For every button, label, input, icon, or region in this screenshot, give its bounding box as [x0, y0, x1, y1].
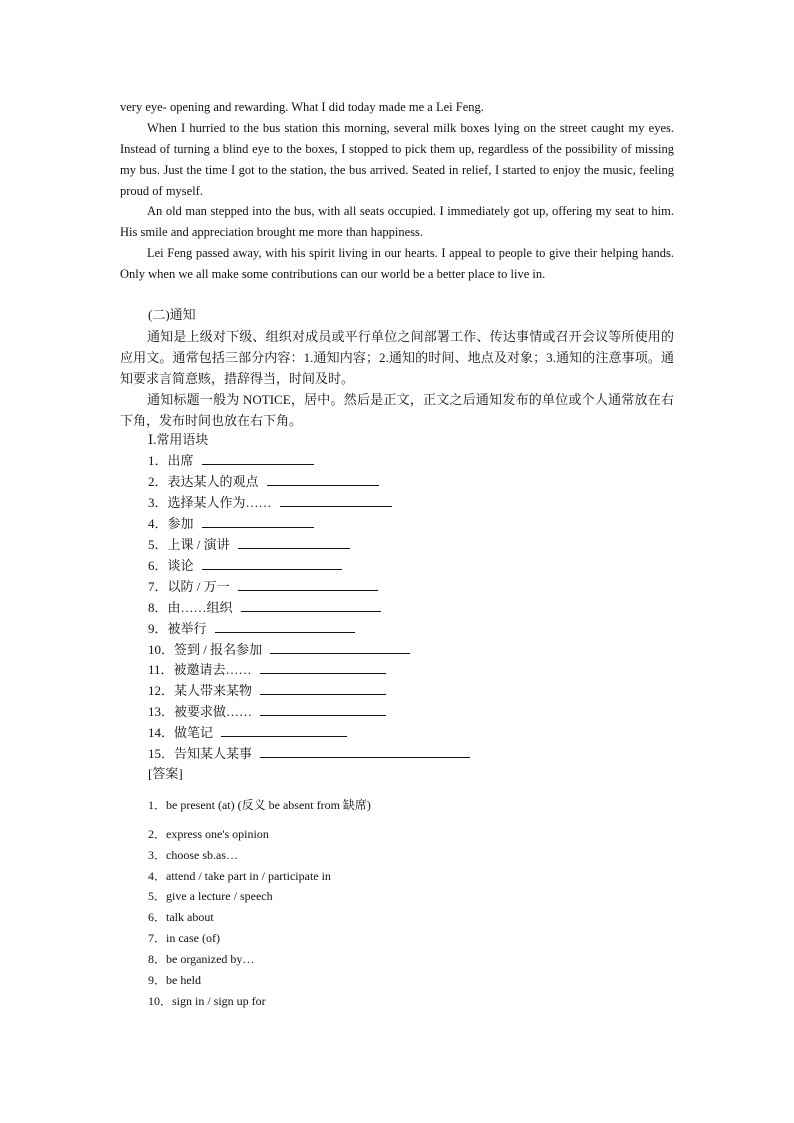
- phrase-item: [148, 471, 379, 491]
- answer-blank: [202, 555, 342, 570]
- phrase-item: [148, 618, 355, 638]
- answer-item: 2．express one's opinion: [148, 827, 269, 841]
- answer-item: 7．in case (of): [148, 931, 220, 945]
- answer-blank: [241, 597, 381, 612]
- answer-item: 10．sign in / sign up for: [148, 994, 266, 1008]
- phrase-item: [148, 576, 378, 596]
- answer-blank: [202, 450, 314, 465]
- phrase-label: 2．表达某人的观点: [148, 474, 259, 489]
- essay-paragraph-0: very eye- opening and rewarding. What I did today made me a Lei Feng.: [120, 100, 484, 114]
- phrase-item: [148, 743, 470, 763]
- answer-item: 1．be present (at) (反义 be absent from 缺席): [148, 798, 371, 812]
- phrase-label: 8．由……组织: [148, 600, 233, 615]
- phrase-label: 10．签到 / 报名参加: [148, 642, 263, 657]
- answer-blank: [280, 492, 392, 507]
- answer-item: 8．be organized by…: [148, 952, 255, 966]
- answer-blank: [270, 639, 410, 654]
- answer-blank: [215, 618, 355, 633]
- phrase-item: [148, 597, 381, 617]
- phrases-heading: Ⅰ.常用语块: [148, 432, 209, 447]
- answer-item: 6．talk about: [148, 910, 214, 924]
- phrase-item: [148, 513, 314, 533]
- essay-paragraph-3: Lei Feng passed away, with his spirit living in our hearts. I appeal to people to give their helping hands. Only when we all make some contributions can our world be a better place to live in.: [120, 246, 674, 281]
- phrase-label: 6．谈论: [148, 558, 194, 573]
- phrase-label: 13．被要求做……: [148, 704, 253, 719]
- phrase-item: [148, 639, 410, 659]
- notice-paragraph-1: 通知是上级对下级、组织对成员或平行单位之间部署工作、传达事情或召开会议等所使用的应用文。通常包括三部分内容：1.通知内容；2.通知的时间、地点及对象；3.通知的注意事项。通知要求言简意赅，措辞得当，时间及时。: [120, 329, 674, 386]
- phrase-label: 11．被邀请去……: [148, 662, 252, 677]
- phrase-label: 12．某人带来某物: [148, 683, 253, 698]
- answer-blank: [221, 722, 347, 737]
- notice-paragraph-2: 通知标题一般为 NOTICE，居中。然后是正文，正文之后通知发布的单位或个人通常放在右下角，发布时间也放在右下角。: [120, 392, 674, 428]
- answer-blank: [260, 743, 470, 758]
- phrase-item: [148, 534, 350, 554]
- essay-paragraph-2: An old man stepped into the bus, with all seats occupied. I immediately got up, offering my seat to him. His smile and appreciation brought me more than happiness.: [120, 204, 674, 239]
- phrase-item: [148, 701, 386, 721]
- answer-blank: [260, 659, 386, 674]
- answer-blank: [238, 534, 350, 549]
- answer-blank: [260, 680, 386, 695]
- answer-item: 4．attend / take part in / participate in: [148, 869, 331, 883]
- phrase-item: [148, 492, 392, 512]
- answer-blank: [267, 471, 379, 486]
- phrase-item: [148, 680, 386, 700]
- notice-section-title: (二)通知: [148, 307, 196, 322]
- phrase-item: [148, 659, 386, 679]
- phrase-label: 3．选择某人作为……: [148, 495, 272, 510]
- answer-item: 3．choose sb.as…: [148, 848, 238, 862]
- phrase-label: 15．告知某人某事: [148, 746, 253, 761]
- phrase-label: 7．以防 / 万一: [148, 579, 230, 594]
- phrase-label: 4．参加: [148, 516, 194, 531]
- phrase-item: [148, 450, 314, 470]
- answer-item: 5．give a lecture / speech: [148, 889, 273, 903]
- phrase-label: 1．出席: [148, 453, 194, 468]
- answers-heading: [答案]: [148, 766, 183, 781]
- phrase-label: 9．被举行: [148, 621, 207, 636]
- phrase-label: 5．上课 / 演讲: [148, 537, 230, 552]
- phrase-label: 14．做笔记: [148, 725, 214, 740]
- answer-item: 9．be held: [148, 973, 201, 987]
- answer-blank: [238, 576, 378, 591]
- phrase-item: [148, 555, 342, 575]
- answer-blank: [202, 513, 314, 528]
- answer-blank: [260, 701, 386, 716]
- phrase-item: [148, 722, 347, 742]
- essay-paragraph-1: When I hurried to the bus station this morning, several milk boxes lying on the street caught my eyes. Instead of turning a blind eye to the boxes, I stopped to pick them up, regardless of the possibility of missing my bus. Just the time I got to the station, the bus arrived. Seated in relief, I started to enjoy the music, feeling proud of myself.: [120, 121, 674, 198]
